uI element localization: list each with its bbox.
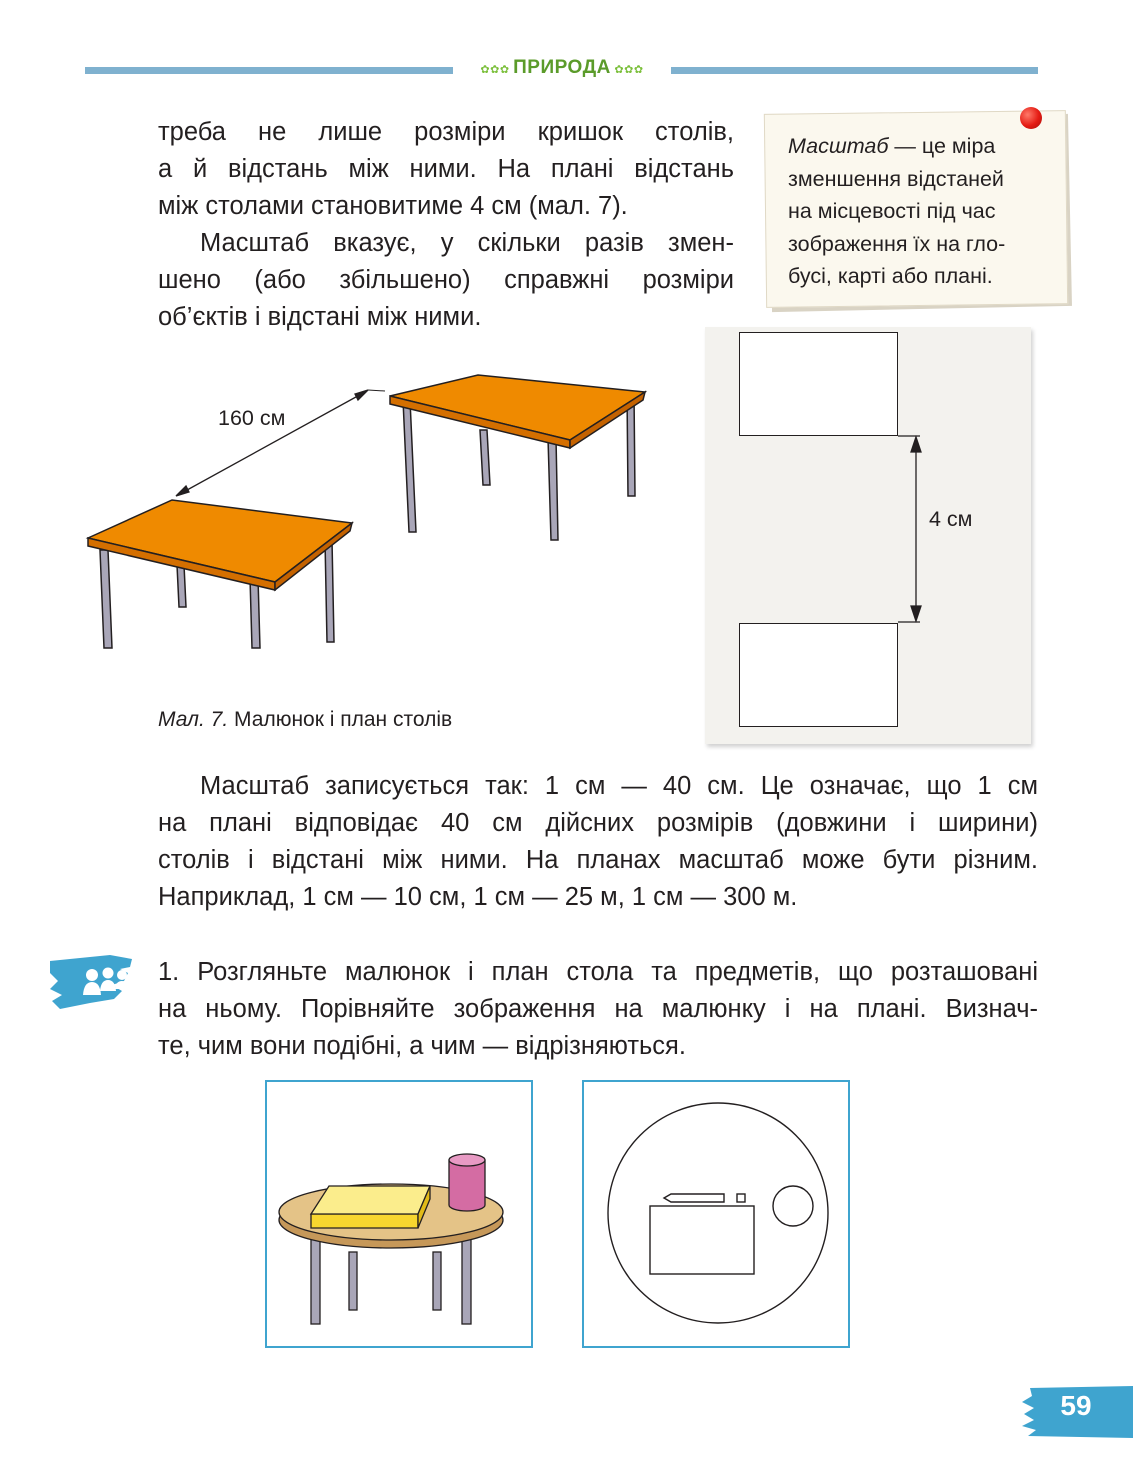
scale-line: об’єктів і відстані між ними. xyxy=(158,303,482,331)
scale-paragraph xyxy=(158,225,734,336)
plan-table-bottom-rect xyxy=(739,623,898,727)
scale-line: Масштаб вказує, у скільки разів змен- xyxy=(200,229,734,257)
two-tables-drawing xyxy=(80,350,660,650)
task-line: 1. Розгляньте малюнок і план стола та предметів, що розташовані xyxy=(158,958,1038,986)
task-line: на ньому. Порівняйте зображення на малюнку і на плані. Визнач- xyxy=(158,995,1038,1023)
figure-caption: Мал. 7. Малюнок і план столів xyxy=(158,708,453,731)
plan-table-top-rect xyxy=(739,332,898,436)
definition-text: Масштаб — це міра зменшення відстаней на місцевості під час зображення їх на гло- бусі, карті або плані. xyxy=(788,130,1040,293)
leaf-decoration-icon: ✿✿✿ xyxy=(610,64,644,76)
page-number: 59 xyxy=(1060,1390,1092,1421)
section-title: ПРИРОДА xyxy=(513,57,611,78)
definition-term: Масштаб xyxy=(788,134,889,158)
round-table-plan-drawing xyxy=(584,1082,848,1346)
notation-paragraph xyxy=(158,768,1038,916)
intro-line: між столами становитиме 4 см (мал. 7). xyxy=(158,192,628,220)
distance-label: 160 см xyxy=(218,406,286,430)
definition-line: зображення їх на гло- xyxy=(788,231,1006,256)
header-section xyxy=(453,57,671,79)
plan-distance-label: 4 см xyxy=(929,507,973,531)
pin-icon xyxy=(1020,107,1042,129)
back-table-top xyxy=(390,375,645,448)
notation-line: столів і відстані між ними. На планах масштаб може бути різним. xyxy=(158,846,1038,874)
definition-line: на місцевості під час xyxy=(788,199,996,223)
front-table-top xyxy=(88,500,352,590)
scale-line: шено (або збільшено) справжні розміри xyxy=(158,266,734,294)
definition-line: бусі, карті або плані. xyxy=(788,264,993,288)
task-paragraph xyxy=(158,954,1038,1065)
group-discussion-icon xyxy=(50,955,132,1009)
intro-line: треба не лише розміри кришок столів, xyxy=(158,118,734,146)
notation-line: Наприклад, 1 см — 10 см, 1 см — 25 м, 1 см — 300 м. xyxy=(158,883,798,911)
task-line: те, чим вони подібні, а чим — відрізняються. xyxy=(158,1032,686,1060)
round-table-drawing xyxy=(267,1082,531,1346)
notation-line: Масштаб записується так: 1 см — 40 см. Це означає, що 1 см xyxy=(200,772,1038,800)
definition-line: зменшення відстаней xyxy=(788,166,1004,191)
leaf-decoration-icon: ✿✿✿ xyxy=(480,64,514,76)
intro-paragraph xyxy=(158,114,734,225)
notation-line: на плані відповідає 40 см дійсних розмірів (довжини і ширини) xyxy=(158,809,1038,837)
intro-line: а й відстань між ними. На плані відстань xyxy=(158,155,734,183)
